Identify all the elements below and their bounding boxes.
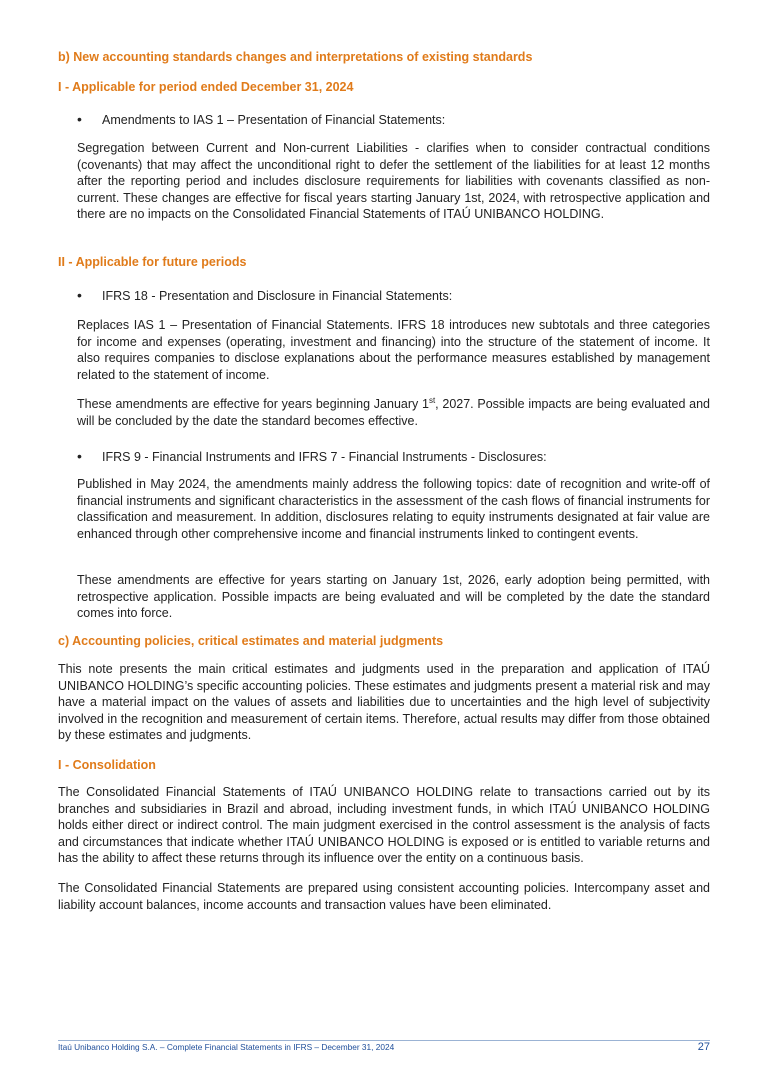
text-part: , 2027. Possible impacts are being evaluated and will be concluded by the date the standard becomes effective. [77,397,710,428]
bullet-ifrs18 [77,287,452,304]
bullet-icon: • [77,287,82,303]
paragraph-ias1: Segregation between Current and Non-current Liabilities - clarifies when to consider contractual conditions (covenants) that may affect the unconditional right to defer the settlement of the liabilities for at least 12 months after the reporting period and includes disclosure requirements for liabilities with covenants classified as non-current. These changes are effective for fiscal years starting January 1st, 2024, with retrospective application and there are no impacts on the Consolidated Financial Statements of ITAÚ UNIBANCO HOLDING. [77,141,710,222]
section-c-part1-title: I - Consolidation [58,758,156,772]
bullet-text: Amendments to IAS 1 – Presentation of Financial Statements: [102,113,446,127]
page-number: 27 [697,1041,710,1053]
paragraph-ifrs18: Replaces IAS 1 – Presentation of Financial Statements. IFRS 18 introduces new subtotals and three categories for income and expenses (operating, investment and financing) into the structure of the statement of income. It also requires companies to disclose explanations about the performance measures established by management related to the statement of income. [77,318,710,382]
section-b-part2-title: II - Applicable for future periods [58,255,247,269]
paragraph-ifrs9: Published in May 2024, the amendments mainly address the following topics: date of recognition and write-off of financial instruments and significant characteristics in the assessment of the cash flows of financial instruments for classification and measurement. In addition, disclosures relating to equity instruments designated at fair value are enhanced through other comprehensive income and financial instruments linked to contingent events. [77,477,710,541]
footer-divider [58,1040,710,1041]
superscript: st [428,395,436,405]
paragraph-consolidation-policies: The Consolidated Financial Statements are prepared using consistent accounting policies. Intercompany asset and liability account balances, income accounts and transaction values have been eliminated. [58,881,710,912]
section-b-title: b) New accounting standards changes and interpretations of existing standards [58,50,533,64]
section-c-title: c) Accounting policies, critical estimates and material judgments [58,634,444,648]
bullet-text: IFRS 9 - Financial Instruments and IFRS 7 - Financial Instruments - Disclosures: [102,450,547,464]
paragraph-ifrs9-effective: These amendments are effective for years starting on January 1st, 2026, early adoption being permitted, with retrospective application. Possible impacts are being evaluated and will be completed by the date the standard comes into force. [77,573,710,621]
bullet-text: IFRS 18 - Presentation and Disclosure in Financial Statements: [102,289,453,303]
bullet-ifrs9 [77,448,547,465]
bullet-icon: • [77,448,82,464]
bullet-ias1 [77,111,445,128]
text-part: These amendments are effective for years beginning January 1 [77,397,429,411]
paragraph-ifrs18-effective [77,396,710,429]
section-b-part1-title: I - Applicable for period ended December 31, 2024 [58,80,354,94]
paragraph-consolidation: The Consolidated Financial Statements of ITAÚ UNIBANCO HOLDING relate to transactions carried out by its branches and subsidiaries in Brazil and abroad, including investment funds, in which ITAÚ UNIBANCO HOLDING holds either direct or indirect control. The main judgment exercised in the control assessment is the analysis of facts and circumstances that indicate whether ITAÚ UNIBANCO HOLDING is exposed or is entitled to variable returns and has the ability to affect these returns through its influence over the entity on a continuous basis. [58,785,710,866]
paragraph-section-c: This note presents the main critical estimates and judgments used in the preparation and application of ITAÚ UNIBANCO HOLDING’s specific accounting policies. These estimates and judgments present a material risk and may have a material impact on the values of assets and liabilities due to uncertainties and the high level of subjectivity involved in the recognition and measurement of certain items. Therefore, actual results may differ from those obtained by these estimates and judgments. [58,662,710,743]
footer-text: Itaú Unibanco Holding S.A. – Complete Financial Statements in IFRS – December 31, 2024 [58,1042,395,1052]
bullet-icon: • [77,111,82,127]
